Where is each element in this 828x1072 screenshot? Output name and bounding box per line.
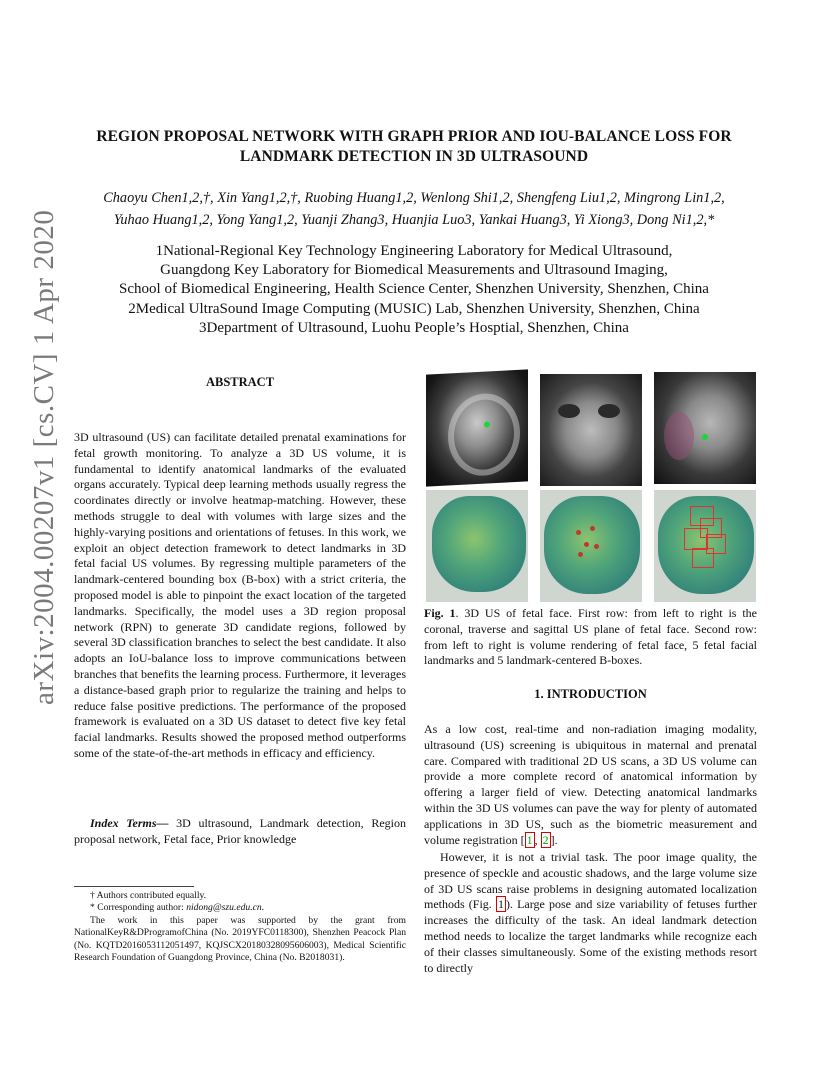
bbox xyxy=(684,528,708,550)
affiliation-line: 2Medical UltraSound Image Computing (MUSIC) Lab, Shenzhen University, Shenzhen, China xyxy=(128,300,700,317)
introduction-heading: 1. INTRODUCTION xyxy=(534,687,647,701)
footnote-corresponding-prefix: * Corresponding author: xyxy=(90,902,187,914)
landmark-dot xyxy=(594,544,599,549)
corresponding-email[interactable]: nidong@szu.edu.cn xyxy=(186,902,262,914)
affiliations xyxy=(60,242,768,338)
sagittal-us-plane-image xyxy=(654,372,756,484)
landmark-dot xyxy=(576,530,581,535)
index-terms-label: Index Terms— xyxy=(90,816,169,830)
arxiv-identifier: arXiv:2004.00207v1 [cs.CV] 1 Apr 2020 xyxy=(28,209,60,705)
intro-p1-text: As a low cost, real-time and non-radiation imaging modality, ultrasound (US) screening is ubiquitous in maternal and prenatal care. Compared with traditional 2D US scans, a 3D US volume can provide a more complete record of anatomical information by offering a larger field of view. Detecting anatomical landmarks within the 3D US volumes can pave the way for plenty of automated applications in 3D US, such as the biometric measurement and volume registration [ xyxy=(424,722,757,847)
introduction-paragraph-2 xyxy=(424,850,757,976)
authors-line-1: Chaoyu Chen1,2,†, Xin Yang1,2,†, Ruobing Huang1,2, Wenlong Shi1,2, Shengfeng Liu1,2, Mingrong Lin1,2, xyxy=(103,190,725,206)
authors-line-2: Yuhao Huang1,2, Yong Yang1,2, Yuanji Zhang3, Huanjia Luo3, Yankai Huang3, Yi Xiong3, Dong Ni1,2,* xyxy=(113,212,715,228)
affiliation-line: School of Biomedical Engineering, Health Science Center, Shenzhen University, Shenzhen, China xyxy=(119,281,709,298)
index-terms-text: 3D ultrasound, Landmark detection, Region proposal network, Fetal face, Prior knowledge xyxy=(74,816,406,846)
figure-caption-text: . 3D US of fetal face. First row: from left to right is the coronal, traverse and sagittal US plane of fetal face. Second row: from left to right is volume rendering of fetal face, 5 fetal facial landmarks and 5 landmark-centered B-boxes. xyxy=(424,606,757,668)
traverse-us-plane-image xyxy=(540,374,642,486)
index-terms xyxy=(74,816,406,848)
coronal-us-plane-image xyxy=(426,369,528,486)
intro-p2-text: However, it is not a trivial task. The poor image quality, the presence of speckle and acoustic shadows, and the large volume size of 3D US scans raise problems in designing automated localization methods (Fig. xyxy=(424,850,757,912)
introduction-paragraph-1 xyxy=(424,722,757,848)
footnote-equal-contribution: † Authors contributed equally. xyxy=(90,890,207,901)
intro-p1-end: ]. xyxy=(550,832,558,847)
figure-ref-link[interactable]: 1 xyxy=(497,897,504,912)
footnote-rule xyxy=(74,886,194,887)
citation-link-1[interactable]: 1 xyxy=(526,832,533,847)
landmark-bbox-image xyxy=(654,490,756,602)
intro-p2-rest: ). Large pose and size variability of fetuses further increases the difficulty of the task. An ideal landmark detection method needs to localize the target landmarks while recognize each of their classes simultaneously. Some of the existing methods resort to directly xyxy=(424,897,757,975)
landmark-dot xyxy=(584,542,589,547)
landmark-dot xyxy=(702,434,708,440)
footnotes xyxy=(74,890,406,964)
affiliation-line: 3Department of Ultrasound, Luohu People’s Hosptial, Shenzhen, China xyxy=(199,319,629,336)
figure-caption-label: Fig. 1 xyxy=(424,606,456,620)
abstract-heading: ABSTRACT xyxy=(205,375,275,389)
landmark-dot xyxy=(590,526,595,531)
affiliation-line: 1National-Regional Key Technology Engineering Laboratory for Medical Ultrasound, xyxy=(155,243,673,259)
figure-1 xyxy=(424,372,758,597)
title-line-2: LANDMARK DETECTION IN 3D ULTRASOUND xyxy=(239,148,589,165)
author-list xyxy=(60,187,768,231)
citation-separator: , xyxy=(534,832,541,847)
bbox xyxy=(692,548,714,568)
facial-landmarks-image xyxy=(540,490,642,602)
citation-link-2[interactable]: 2 xyxy=(542,832,549,847)
figure-1-caption xyxy=(424,606,757,669)
footnote-corresponding-suffix: . xyxy=(261,902,265,914)
affiliation-line: Guangdong Key Laboratory for Biomedical Measurements and Ultrasound Imaging, xyxy=(160,262,668,279)
title-line-1: REGION PROPOSAL NETWORK WITH GRAPH PRIOR AND IOU-BALANCE LOSS FOR xyxy=(96,128,732,145)
footnote-corresponding-author xyxy=(74,902,406,914)
volume-rendering-image xyxy=(426,490,528,602)
paper-title xyxy=(60,127,768,167)
landmark-dot xyxy=(578,552,583,557)
footnote-funding: The work in this paper was supported by the grant from NationalKeyR&DProgramofChina (No. 2019YFC0118300), Shenzhen Peacock Plan (No. KQTD2016053112051497, KQJSCX20180328095606003), Medical Scientific Research Foundation of Guangdong Province, China (No. B2018031). xyxy=(74,914,406,964)
abstract-body: 3D ultrasound (US) can facilitate detailed prenatal examinations for fetal growth monitoring. To analyze a 3D US volume, it is fundamental to identify anatomical landmarks of the evaluated organs accurately. Typical deep learning methods usually regress the coordinates directly or involve heatmap-matching. However, these methods struggle to deal with volumes with large sizes and the highly-varying positions and orientations of fetuses. In this work, we exploit an object detection framework to detect landmarks in 3D fetal facial US volumes. By regressing multiple parameters of the landmark-centered bounding box (B-box) with a strict criteria, the proposed model is able to pinpoint the exact location of the targeted landmarks. Specifically, the model uses a 3D region proposal network (RPN) to generate 3D candidate regions, followed by several 3D classification branches to select the best candidate. It also adopts an IoU-balance loss to improve communications between branches that benefits the learning process. Furthermore, it leverages a distance-based graph prior to regularize the training and helps to reduce false positive predictions. The performance of the proposed framework is evaluated on a 3D US dataset to detect five key fetal facial landmarks. Results showed the proposed method outperforms some of the state-of-the-art methods in efficacy and efficiency. xyxy=(74,430,406,760)
